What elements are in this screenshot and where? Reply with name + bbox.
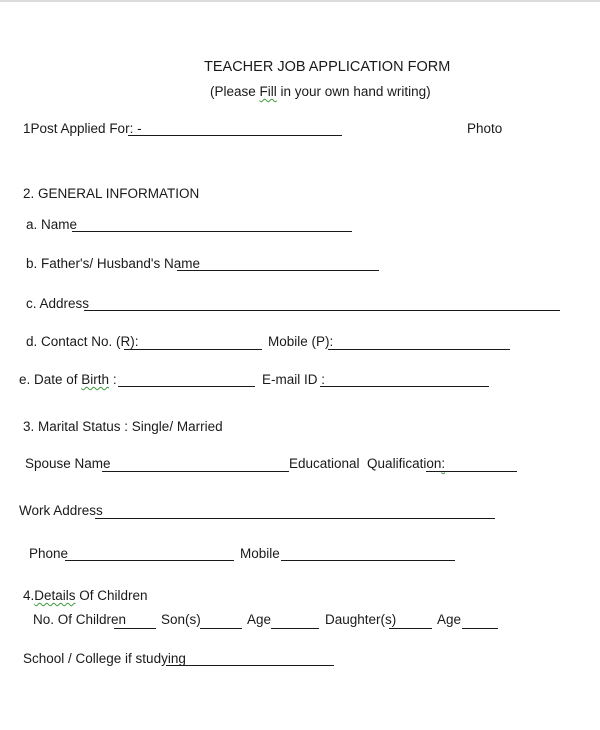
sons-blank[interactable] — [200, 628, 242, 629]
work-address-blank[interactable] — [95, 518, 495, 519]
details-of-children-heading: 4.Details Of Children — [23, 588, 148, 603]
email-blank[interactable] — [320, 386, 489, 387]
mobile-blank[interactable] — [281, 560, 455, 561]
address-blank[interactable] — [84, 310, 560, 311]
post-applied-blank[interactable] — [128, 135, 342, 136]
contact-label: d. Contact No. (R): — [26, 334, 139, 349]
date-of-birth-blank[interactable] — [118, 386, 255, 387]
spell-check-word: Birth — [81, 372, 110, 387]
daughters-age-blank[interactable] — [462, 628, 498, 629]
phone-blank[interactable] — [65, 560, 234, 561]
name-label: a. Name — [26, 217, 78, 232]
educational-qualification-blank[interactable] — [426, 471, 517, 472]
father-husband-name-blank[interactable] — [177, 270, 379, 271]
mobile-p-label: Mobile (P): — [268, 334, 334, 349]
spell-check-word: : — [441, 456, 446, 471]
email-label: E-mail ID : — [262, 372, 326, 387]
marital-status-heading: 3. Marital Status : Single/ Married — [23, 419, 223, 434]
phone-label: Phone — [29, 546, 69, 561]
contact-blank[interactable] — [124, 349, 262, 350]
mobile-p-blank[interactable] — [328, 349, 510, 350]
spell-check-word: Details — [34, 588, 76, 603]
daughters-label: Daughter(s) — [325, 612, 397, 627]
sons-age-label: Age — [247, 612, 272, 627]
sons-label: Son(s) — [161, 612, 201, 627]
father-husband-name-label: b. Father's/ Husband's Name — [26, 256, 200, 271]
date-of-birth-label: e. Date of Birth : — [19, 372, 117, 387]
form-subtitle: (Please Fill in your own hand writing) — [210, 84, 431, 99]
educational-qualification-label: Educational Qualification: — [289, 456, 446, 471]
number-of-children-label: No. Of Children — [33, 612, 127, 627]
work-address-label: Work Address — [19, 503, 103, 518]
number-of-children-blank[interactable] — [114, 628, 156, 629]
general-information-heading: 2. GENERAL INFORMATION — [23, 186, 200, 201]
spouse-name-label: Spouse Name — [25, 456, 111, 471]
spell-check-word: Fill — [259, 84, 277, 99]
address-label: c. Address — [26, 296, 90, 311]
sons-age-blank[interactable] — [271, 628, 319, 629]
mobile-label: Mobile — [240, 546, 280, 561]
daughters-age-label: Age — [437, 612, 462, 627]
daughters-blank[interactable] — [389, 628, 432, 629]
spouse-name-blank[interactable] — [102, 471, 289, 472]
name-blank[interactable] — [72, 231, 352, 232]
post-applied-label: 1Post Applied For: - — [23, 121, 142, 136]
photo-label: Photo — [467, 121, 503, 136]
school-college-blank[interactable] — [166, 665, 334, 666]
form-title: TEACHER JOB APPLICATION FORM — [204, 59, 451, 75]
school-college-label: School / College if studying — [23, 651, 186, 666]
